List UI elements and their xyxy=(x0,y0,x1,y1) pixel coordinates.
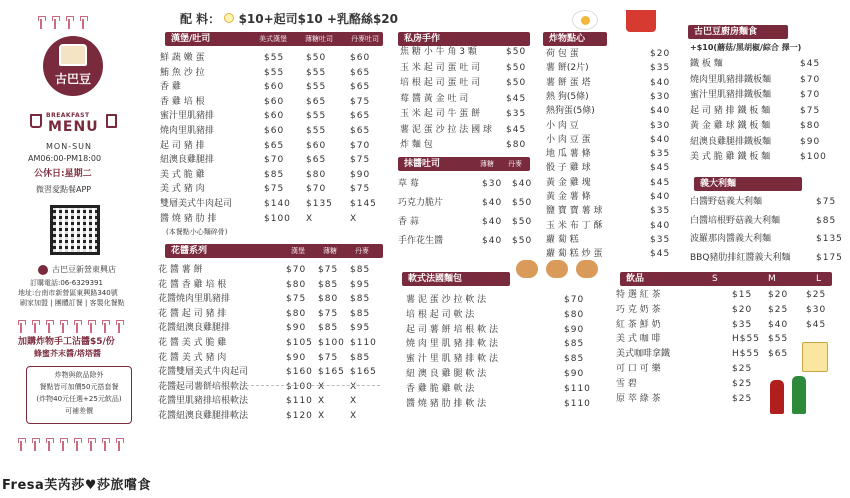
item-price: $45 xyxy=(650,177,671,188)
app-label: 微習愛點餐APP xyxy=(36,185,92,194)
item-name: 莓 醬 黃 金 吐 司 xyxy=(400,93,469,104)
item-price: $45 xyxy=(806,319,827,330)
item-price: $50 xyxy=(506,78,527,88)
drink-cup-icon xyxy=(106,114,117,128)
item-name: 巧克力脆片 xyxy=(398,198,444,208)
tags-label: 刷家加盟 | 團體訂餐 | 客製化餐點 xyxy=(20,299,125,307)
item-name: 白醬野菇義大利麵 xyxy=(690,197,763,207)
item-price: $110 xyxy=(564,398,591,409)
item-price: $110 xyxy=(286,396,313,407)
item-price: $80 xyxy=(506,140,527,150)
item-price: $55 xyxy=(306,82,327,93)
item-price: $40 xyxy=(650,134,671,145)
item-price: $80 xyxy=(286,308,307,319)
item-price: X xyxy=(318,396,326,407)
peanut-col3: 丹麥 xyxy=(355,247,369,255)
item-price: $30 xyxy=(650,91,671,102)
peanut-header xyxy=(165,244,383,258)
bread-header-title: 軟式法國麵包 xyxy=(408,274,463,284)
item-price: $75 xyxy=(286,294,307,305)
item-name: BBQ豬肋排紅醬義大利麵 xyxy=(690,252,791,263)
item-price: $55 xyxy=(306,111,327,122)
item-name: 起 司 豬 排 xyxy=(160,140,205,151)
set-note-1: 炸物與飲品除外 xyxy=(54,371,104,379)
item-price: $70 xyxy=(350,140,371,151)
days-label: MON-SUN xyxy=(46,142,92,151)
toast-col1: 薄糖 xyxy=(480,160,494,168)
item-name: 薯 餅 蛋 塔 xyxy=(546,77,591,88)
item-price: $70 xyxy=(800,90,821,100)
item-price: $165 xyxy=(350,367,377,378)
burger-col3: 丹麥吐司 xyxy=(351,35,379,43)
snack-header-title: 炸物點心 xyxy=(549,34,586,44)
set-note-box xyxy=(26,366,132,424)
item-price: $55 xyxy=(264,67,285,78)
item-price: $40 xyxy=(650,77,671,88)
item-price: $35 xyxy=(650,63,671,74)
item-name: 香 雞 xyxy=(160,82,181,93)
item-name: 巧 克 奶 茶 xyxy=(616,304,661,315)
item-price: $100 xyxy=(800,152,827,162)
item-name: 醬 燒 豬 肋 排 軟 法 xyxy=(406,398,487,409)
item-price: $75 xyxy=(350,96,371,107)
item-name: 花醬燒肉里肌豬排 xyxy=(158,294,231,305)
item-price: $105 xyxy=(286,338,313,348)
item-price: $75 xyxy=(816,197,837,207)
item-price: $55 xyxy=(768,334,789,345)
item-name: 紐 澳 良 雞 腿 軟 法 xyxy=(406,369,487,379)
item-price: $35 xyxy=(732,319,753,330)
item-price: $80 xyxy=(564,309,585,320)
item-price: $85 xyxy=(264,169,285,180)
burger-col2: 薄糖吐司 xyxy=(305,35,333,43)
item-name: 手作花生醬 xyxy=(398,236,444,246)
item-price: X xyxy=(350,213,358,224)
set-note-2: 餐點皆可加價50元搭套餐 xyxy=(39,383,119,391)
item-name: 薯 餅(2片) xyxy=(546,63,589,74)
item-price: $60 xyxy=(306,140,327,151)
item-price: $70 xyxy=(286,265,307,275)
item-price: $135 xyxy=(816,234,843,244)
fork-decoration-top xyxy=(40,14,96,33)
item-price: $165 xyxy=(318,367,345,378)
item-price: $90 xyxy=(800,136,821,147)
burger-header xyxy=(165,32,383,46)
item-price: X xyxy=(318,381,326,392)
item-price: $55 xyxy=(264,53,285,63)
item-name: 薯 泥 蛋 沙 拉 法 國 球 xyxy=(400,124,493,135)
qr-code xyxy=(50,205,100,255)
item-name: 蘿 蔔 糕 xyxy=(546,234,579,245)
plus-egg-icon xyxy=(224,13,234,23)
item-price: $110 xyxy=(350,338,377,348)
item-price: $20 xyxy=(732,304,753,315)
footer-watermark: Fresa芙芮莎♥莎旅嚐食 xyxy=(2,478,151,493)
item-name: 小 肉 豆 蛋 xyxy=(546,134,591,145)
item-name: 起 司 豬 排 鐵 板 麵 xyxy=(690,105,771,116)
item-price: $85 xyxy=(350,265,371,275)
soda-bottle-icon xyxy=(792,376,806,414)
item-price: $50 xyxy=(512,236,533,246)
item-price: $95 xyxy=(350,323,371,334)
item-price: $40 xyxy=(650,106,671,117)
pasta-header-title: 義大利麵 xyxy=(700,179,737,189)
item-name: 培 根 起 司 軟 法 xyxy=(406,309,475,320)
item-price: $35 xyxy=(650,206,671,217)
item-name: 蜜 汁 里 肌 豬 排 軟 法 xyxy=(406,354,499,365)
item-price: $30 xyxy=(650,120,671,131)
item-price: $45 xyxy=(650,249,671,260)
toppings-title xyxy=(180,10,398,27)
item-name: 玉 米 起 司 牛 蛋 餅 xyxy=(400,109,481,119)
item-name: 原 萃 綠 茶 xyxy=(616,393,661,404)
item-price: $75 xyxy=(318,352,339,363)
fb-page-name: 古巴豆新營東興店 xyxy=(52,265,116,274)
item-price: $65 xyxy=(306,155,327,166)
item-price: $95 xyxy=(350,279,371,290)
item-price: $25 xyxy=(806,290,827,300)
item-name: 花醬起司薯餅培根軟法 xyxy=(158,381,249,392)
item-price: $85 xyxy=(350,352,371,363)
item-name: 蘿 蔔 糕 炒 蛋 xyxy=(546,249,603,260)
item-price: $35 xyxy=(506,109,527,119)
peanut-header-title: 花醬系列 xyxy=(171,246,208,256)
item-name: 鐵 板 麵 xyxy=(690,59,723,69)
set-note-3: (炸物40元任選+25元飲品) xyxy=(36,395,122,403)
item-price: $60 xyxy=(264,111,285,122)
item-name: 香 雞 培 根 xyxy=(160,96,205,107)
item-price: $90 xyxy=(350,169,371,180)
item-price: H$55 xyxy=(732,349,760,360)
holiday-label: 公休日:星期二 xyxy=(34,169,92,179)
item-name: 花 醬 美 式 脆 雞 xyxy=(158,338,227,348)
item-price: $35 xyxy=(650,149,671,160)
private-header-title: 私房手作 xyxy=(404,34,441,44)
address-label: 地址:台南市新營區東興路340號 xyxy=(18,289,118,297)
addon1-label: 加購炸物手工沾醬$5/份 xyxy=(18,337,115,347)
hours-label: AM06:00-PM18:00 xyxy=(28,154,102,163)
item-name: 地 瓜 薯 條 xyxy=(546,149,591,160)
item-name: 白醬培根野菇義大利麵 xyxy=(690,215,781,226)
item-name: 美 式 咖 啡 xyxy=(616,334,661,345)
item-price: $70 xyxy=(264,155,285,166)
sandwich-icon xyxy=(59,44,87,66)
addon2-label: 蜂蜜芥末醬/塔塔醬 xyxy=(34,349,101,358)
item-name: 燒 肉 里 肌 豬 排 軟 法 xyxy=(406,339,499,350)
item-name: 玉 米 布 丁 酥 xyxy=(546,220,603,231)
item-price: $25 xyxy=(732,364,753,374)
logo-text: 古巴豆 xyxy=(54,72,91,86)
bread-icon xyxy=(516,260,538,278)
item-name: 鮮 蔬 嫩 蛋 xyxy=(160,53,205,63)
item-price: $50 xyxy=(306,53,327,63)
drink-size-l: L xyxy=(816,274,822,284)
item-price: X xyxy=(306,213,314,224)
set-note-4: 可補差價 xyxy=(65,407,93,415)
item-price: H$55 xyxy=(732,334,760,345)
item-price: $40 xyxy=(482,236,503,246)
noodle-header-title: 古巴豆廚房麵食 xyxy=(694,27,758,37)
item-name: 美 式 脆 雞 鐵 板 麵 xyxy=(690,152,771,162)
item-name: 荷 包 蛋 xyxy=(546,49,579,59)
item-price: $85 xyxy=(318,323,339,334)
drink-size-s: S xyxy=(712,274,718,284)
item-price: $100 xyxy=(264,213,291,224)
item-name: 黃 金 雞 塊 xyxy=(546,177,591,188)
item-price: $65 xyxy=(350,67,371,78)
item-price: $75 xyxy=(264,184,285,195)
item-price: $85 xyxy=(816,215,837,226)
item-price: $50 xyxy=(512,198,533,208)
drink-header-title: 飲品 xyxy=(626,274,645,284)
bread-header xyxy=(402,272,510,286)
item-price: $40 xyxy=(482,198,503,208)
toppings-prices: $10+起司$10 +乳酪絲$20 xyxy=(238,12,398,26)
item-name: 鮪 魚 沙 拉 xyxy=(160,67,205,78)
item-name: 培 根 起 司 蛋 吐 司 xyxy=(400,78,481,88)
item-price: X xyxy=(350,411,358,421)
item-name: 美 式 脆 雞 xyxy=(160,169,205,180)
fried-egg-icon xyxy=(572,10,598,30)
item-price: $90 xyxy=(564,324,585,335)
item-name: 薯 泥 蛋 沙 拉 軟 法 xyxy=(406,295,487,305)
item-price: $45 xyxy=(506,124,527,135)
item-name: 紅 茶 鮮 奶 xyxy=(616,319,661,330)
snack-header xyxy=(543,32,607,46)
item-name: 花醬紐澳良雞腿排 xyxy=(158,323,231,334)
fries-icon xyxy=(626,10,656,32)
facebook-icon xyxy=(38,265,48,275)
item-price: $90 xyxy=(564,369,585,379)
item-price: $15 xyxy=(732,290,753,300)
item-price: $85 xyxy=(350,294,371,305)
item-price: $55 xyxy=(306,67,327,78)
item-price: $75 xyxy=(318,308,339,319)
item-price: $70 xyxy=(306,184,327,195)
item-name: 焦 糖 小 牛 角 3 顆 xyxy=(400,47,477,57)
item-name: 特 選 紅 茶 xyxy=(616,290,661,300)
item-price: $20 xyxy=(650,49,671,59)
item-price: $80 xyxy=(800,121,821,131)
item-price: $40 xyxy=(768,319,789,330)
item-name: 蜜汁里肌豬排鐵板麵 xyxy=(690,90,772,100)
item-name: 香 蒜 xyxy=(398,217,419,227)
item-price: $85 xyxy=(318,279,339,290)
item-price: $100 xyxy=(318,338,345,348)
drink-size-m: M xyxy=(768,274,776,284)
item-price: $40 xyxy=(512,179,533,189)
item-price: $65 xyxy=(350,126,371,136)
logo xyxy=(43,36,103,96)
item-price: $20 xyxy=(768,290,789,300)
item-price: $110 xyxy=(564,383,591,394)
item-name: 花 醬 薯 餅 xyxy=(158,265,203,275)
item-price: $55 xyxy=(306,126,327,136)
phone-label: 訂購電話:06-6329391 xyxy=(30,279,103,287)
menu-label: MENU xyxy=(48,119,99,135)
peanut-divider xyxy=(160,385,380,386)
item-name: 燒肉里肌豬排鐵板麵 xyxy=(690,74,772,85)
item-price: $80 xyxy=(306,169,327,180)
toppings-label: 配 料： xyxy=(180,12,221,26)
coffee-icon xyxy=(30,114,42,128)
fork-decoration-bottom xyxy=(20,436,132,455)
item-name: 美式咖啡拿鐵 xyxy=(616,349,671,360)
cola-bottle-icon xyxy=(770,380,784,414)
item-price: $70 xyxy=(564,295,585,305)
drink-header xyxy=(620,272,832,286)
item-price: $60 xyxy=(264,126,285,136)
item-name: 起 司 薯 餅 培 根 軟 法 xyxy=(406,324,499,335)
item-name: 花醬雙層美式牛肉起司 xyxy=(158,367,249,378)
item-price: $75 xyxy=(318,265,339,275)
burger-header-title: 漢堡/吐司 xyxy=(171,34,211,44)
item-name: 熱狗蛋(5條) xyxy=(546,106,595,117)
item-price: $80 xyxy=(318,294,339,305)
item-name: 美 式 豬 肉 xyxy=(160,184,205,195)
toast-col2: 丹麥 xyxy=(508,160,522,168)
item-price: $85 xyxy=(564,339,585,350)
item-name: 花 醬 香 雞 培 根 xyxy=(158,279,227,290)
item-price: $50 xyxy=(512,217,533,227)
iced-drink-icon xyxy=(802,342,828,372)
item-name: 黃 金 雞 球 鐵 板 麵 xyxy=(690,121,771,131)
item-name: 波羅那肉醬義大利麵 xyxy=(690,234,772,244)
item-price: $40 xyxy=(482,217,503,227)
item-price: $45 xyxy=(506,93,527,104)
peanut-col2: 薄糖 xyxy=(323,247,337,255)
item-price: $40 xyxy=(650,192,671,202)
item-price: $90 xyxy=(286,352,307,363)
item-price: $140 xyxy=(264,199,291,209)
item-name: 蜜汁里肌豬排 xyxy=(160,111,215,122)
burger-col1: 美式漢堡 xyxy=(259,35,287,43)
item-name: 醬 燒 豬 肋 排 xyxy=(160,213,217,224)
item-name: 骰 子 雞 球 xyxy=(546,163,591,174)
item-price: $25 xyxy=(732,393,753,404)
item-name: 黃 金 薯 條 xyxy=(546,192,591,202)
item-price: $30 xyxy=(806,304,827,315)
item-name: 雙層美式牛肉起司 xyxy=(160,199,233,209)
item-name: 花醬里肌豬排培根軟法 xyxy=(158,396,249,407)
item-price: $90 xyxy=(286,323,307,334)
item-price: $65 xyxy=(350,111,371,122)
item-price: $40 xyxy=(650,220,671,231)
item-name: 玉 米 起 司 蛋 吐 司 xyxy=(400,62,481,73)
item-price: $70 xyxy=(800,74,821,85)
item-price: $135 xyxy=(306,199,333,209)
item-name: 雪 碧 xyxy=(616,378,637,389)
left-panel xyxy=(0,0,150,470)
toast-header-title: 抹醬吐司 xyxy=(404,159,441,169)
item-name: 香 雞 脆 雞 軟 法 xyxy=(406,383,475,394)
item-price: $120 xyxy=(286,411,313,421)
item-name: 花 醬 美 式 豬 肉 xyxy=(158,352,227,363)
pasta-header xyxy=(694,177,802,191)
item-name: 紐澳良雞腿排 xyxy=(160,155,215,166)
item-price: $160 xyxy=(286,367,313,378)
item-price: $145 xyxy=(350,199,377,209)
item-price: $35 xyxy=(650,234,671,245)
item-price: X xyxy=(350,396,358,407)
breakfast-label: BREAKFAST xyxy=(46,112,90,119)
item-price: $30 xyxy=(482,179,503,189)
item-name: 鹽 寶 寶 薯 球 xyxy=(546,206,603,217)
peanut-col1: 漢堡 xyxy=(291,247,305,255)
item-price: $25 xyxy=(768,304,789,315)
item-price: $60 xyxy=(264,96,285,107)
item-name: 小 肉 豆 xyxy=(546,120,579,131)
noodle-header xyxy=(688,25,788,39)
item-name: 花醬紐澳良雞腿排軟法 xyxy=(158,411,249,421)
item-price: $80 xyxy=(286,279,307,290)
item-price: $50 xyxy=(506,62,527,73)
item-name: 草 莓 xyxy=(398,179,419,189)
item-name: 燒肉里肌豬排 xyxy=(160,126,215,136)
item-price: $100 xyxy=(286,381,313,392)
item-name: 花 醬 起 司 豬 排 xyxy=(158,308,227,319)
toast-header xyxy=(398,157,530,171)
item-price: $65 xyxy=(768,349,789,360)
item-price: $65 xyxy=(306,96,327,107)
item-price: $65 xyxy=(264,140,285,151)
item-price: $85 xyxy=(564,354,585,365)
item-price: $50 xyxy=(506,47,527,57)
noodle-addon: +$10(蘑菇/黑胡椒/綜合 擇一) xyxy=(690,43,802,52)
item-price: $60 xyxy=(264,82,285,93)
item-price: $45 xyxy=(800,59,821,69)
item-price: $25 xyxy=(732,378,753,389)
burger-note: (本餐點小心麵碎骨) xyxy=(166,228,228,236)
item-price: $75 xyxy=(350,155,371,166)
item-price: $65 xyxy=(350,82,371,93)
item-price: X xyxy=(350,381,358,392)
item-price: $60 xyxy=(350,53,371,63)
item-name: 紐澳良雞腿排鐵板麵 xyxy=(690,136,772,147)
item-price: $85 xyxy=(350,308,371,319)
item-price: $75 xyxy=(350,184,371,195)
item-name: 熱 狗(5條) xyxy=(546,91,589,102)
item-price: X xyxy=(318,411,326,421)
item-price: $175 xyxy=(816,252,843,263)
item-price: $45 xyxy=(650,163,671,174)
item-name: 可 口 可 樂 xyxy=(616,364,661,374)
item-name: 炸 麵 包 xyxy=(400,140,433,150)
item-price: $75 xyxy=(800,105,821,116)
